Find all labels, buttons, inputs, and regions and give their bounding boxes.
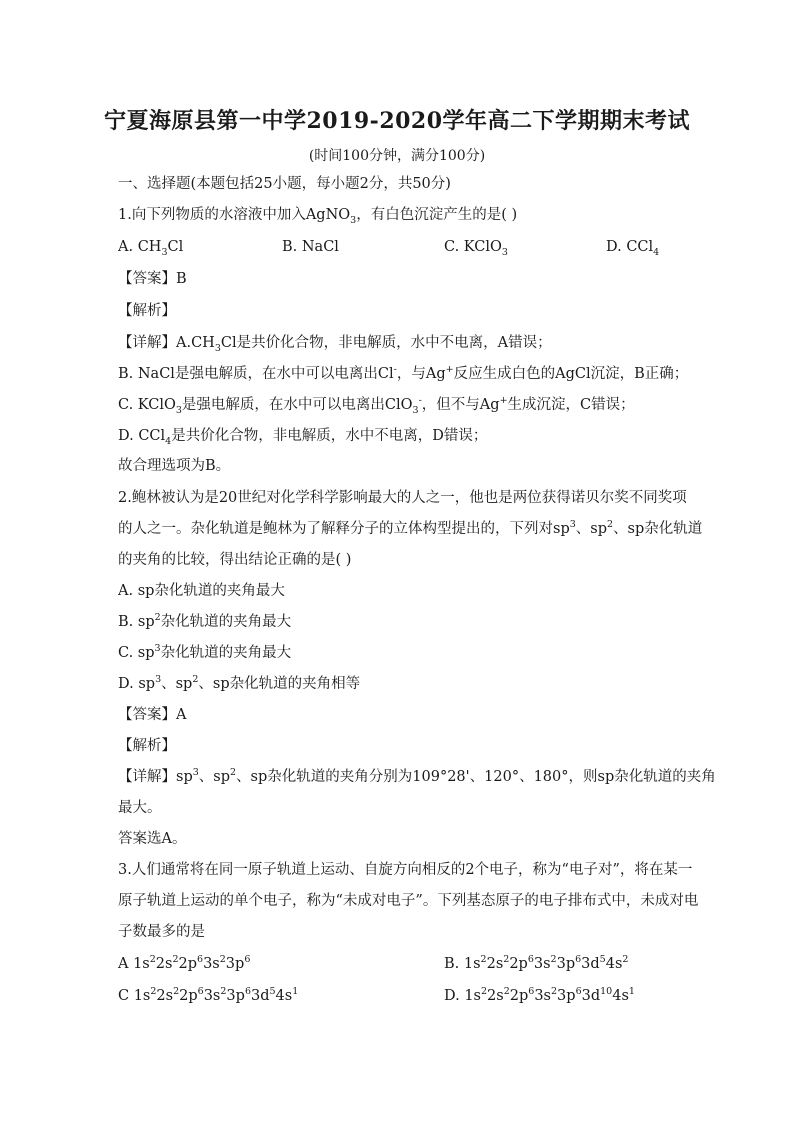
q1-detail-d: D. CCl$_4$是共价化合物，非电解质，水中不电离，D错误；: [118, 428, 488, 447]
page-title: 宁夏海原县第一中学2019-2020学年高二下学期期末考试: [103, 108, 691, 134]
q1-detail-a: 【详解】$A.CH_3Cl$是共价化合物，非电解质，水中不电离，A错误；: [118, 335, 552, 354]
q2-detail-line1: 【详解】$sp^3$、$sp^2$、sp杂化轨道的夹角分别为109°28'、120°、180°，则sp杂化轨道的夹角: [118, 767, 716, 785]
q2-option-d: D. $sp^3$、$sp^2$、sp杂化轨道的夹角相等: [118, 674, 361, 692]
q2-stem-line2: 的人之一。杂化轨道是鲍林为了解释分子的立体构型提出的，下列对$sp^3$、$sp^2$、sp杂化轨道: [118, 519, 703, 537]
q1-detail-c: C. KClO$_3$是强电解质，在水中可以电离出ClO$_3$-，但不与Ag+生成沉淀，C错误；: [118, 395, 635, 416]
q1-option-c: C. KClO$_3$: [444, 239, 508, 258]
q3-option-c: C $1s^22s^22p^63s^23p^63d^54s^1$: [118, 986, 299, 1004]
q1-option-b: B. NaCl: [282, 239, 339, 255]
q3-option-a: A $1s^22s^22p^63s^23p^6$: [118, 954, 251, 972]
q2-answer: 【答案】A: [118, 707, 187, 723]
q3-option-b: B. $1s^22s^22p^63s^23p^63d^54s^2$: [444, 954, 629, 972]
section-heading: 一、选择题(本题包括25小题，每小题2分，共50分): [118, 176, 451, 192]
q3-stem-line3: 子数最多的是: [118, 924, 205, 940]
q2-stem-line1: 2.鲍林被认为是20世纪对化学科学影响最大的人之一，他也是两位获得诺贝尔奖不同奖项: [118, 490, 687, 506]
q1-detail-b: B. NaCl是强电解质，在水中可以电离出Cl-，与Ag+反应生成白色的AgCl沉淀，B正确；: [118, 364, 689, 382]
q3-stem-line1: 3.人们通常将在同一原子轨道上运动、自旋方向相反的2个电子，称为“电子对”，将在某一: [118, 862, 693, 878]
q2-option-c: C. $sp^3$杂化轨道的夹角最大: [118, 643, 292, 661]
q2-option-b: B. $sp^2$杂化轨道的夹角最大: [118, 612, 292, 630]
q2-conclusion: 答案选A。: [118, 831, 187, 847]
q2-stem-line3: 的夹角的比较，得出结论正确的是( ): [118, 552, 352, 568]
q1-analysis-tag: 【解析】: [118, 303, 176, 319]
q1-option-a: A. $CH_3Cl$: [118, 239, 184, 258]
q1-option-d: D. CCl$_4$: [606, 239, 660, 258]
q2-analysis-tag: 【解析】: [118, 738, 176, 754]
q1-answer: 【答案】B: [118, 271, 187, 287]
q3-stem-line2: 原子轨道上运动的单个电子，称为“未成对电子”。下列基态原子的电子排布式中，未成对电: [118, 893, 699, 909]
q2-option-a: A. sp杂化轨道的夹角最大: [118, 583, 285, 599]
q1-stem: 1.向下列物质的水溶液中加入AgNO$_3$，有白色沉淀产生的是( ): [118, 207, 518, 226]
q3-option-d: D. $1s^22s^22p^63s^23p^63d^{10}4s^1$: [444, 986, 635, 1004]
q1-conclusion: 故合理选项为B。: [118, 458, 231, 474]
q2-detail-line2: 最大。: [118, 800, 162, 816]
exam-subtitle: (时间100分钟，满分100分): [308, 148, 486, 164]
